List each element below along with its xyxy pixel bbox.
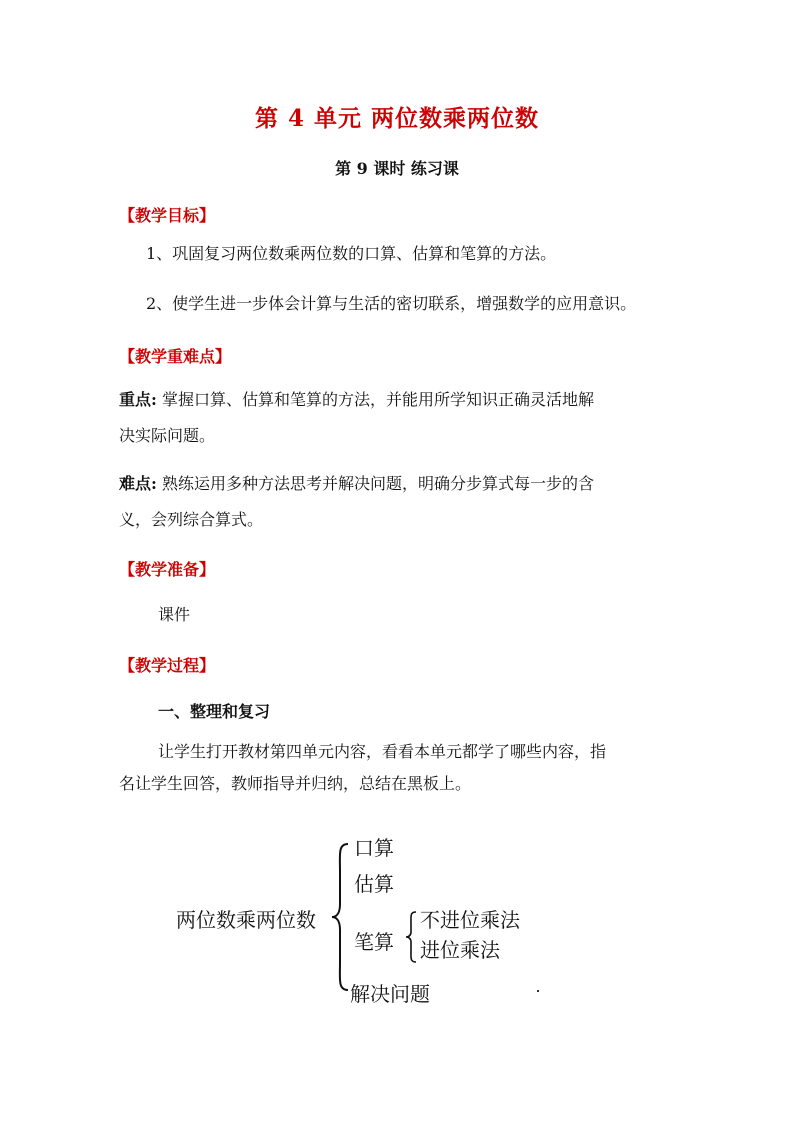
diagram-item-written: 笔算 bbox=[354, 930, 394, 954]
section-objectives: 【教学目标】 bbox=[119, 206, 216, 225]
key-point-text-1: 掌握口算、估算和笔算的方法，并能用所学知识正确灵活地解 bbox=[162, 390, 595, 409]
key-point-text-2: 决实际问题。 bbox=[119, 426, 216, 445]
diagram-item-estimate: 估算 bbox=[354, 872, 394, 896]
section-key-points: 【教学重难点】 bbox=[119, 347, 232, 366]
preparation-text: 课件 bbox=[158, 605, 191, 624]
section-process: 【教学过程】 bbox=[119, 656, 216, 675]
difficult-point-label: 难点: bbox=[119, 474, 157, 493]
process-text-1: 让学生打开教材第四单元内容，看看本单元都学了哪些内容，指 bbox=[158, 742, 607, 761]
objective-2: 2、使学生进一步体会计算与生活的密切联系，增强数学的应用意识。 bbox=[146, 294, 637, 313]
difficult-point-text-1: 熟练运用多种方法思考并解决问题，明确分步算式每一步的含 bbox=[162, 474, 595, 493]
stray-dot bbox=[537, 990, 539, 992]
diagram-item-problem-solving: 解决问题 bbox=[350, 982, 430, 1006]
diagram-root: 两位数乘两位数 bbox=[176, 908, 316, 932]
process-text-2: 名让学生回答，教师指导并归纳，总结在黑板上。 bbox=[119, 774, 472, 793]
diagram-sub-no-carry: 不进位乘法 bbox=[420, 908, 520, 932]
difficult-point-text-2: 义，会列综合算式。 bbox=[119, 510, 264, 529]
diagram-item-oral: 口算 bbox=[354, 836, 394, 860]
key-point-paragraph bbox=[119, 382, 679, 454]
diagram-sub-carry: 进位乘法 bbox=[420, 938, 500, 962]
difficult-point-paragraph bbox=[119, 466, 679, 538]
section-preparation: 【教学准备】 bbox=[119, 560, 216, 579]
lesson-subtitle: 第 9 课时 练习课 bbox=[335, 159, 459, 178]
process-heading: 一、整理和复习 bbox=[158, 702, 271, 721]
sub-brace-icon bbox=[404, 910, 418, 964]
objective-1: 1、巩固复习两位数乘两位数的口算、估算和笔算的方法。 bbox=[146, 244, 557, 263]
key-point-label: 重点: bbox=[119, 390, 157, 409]
main-brace-icon bbox=[330, 842, 350, 992]
page-title: 第 4 单元 两位数乘两位数 bbox=[254, 105, 540, 132]
